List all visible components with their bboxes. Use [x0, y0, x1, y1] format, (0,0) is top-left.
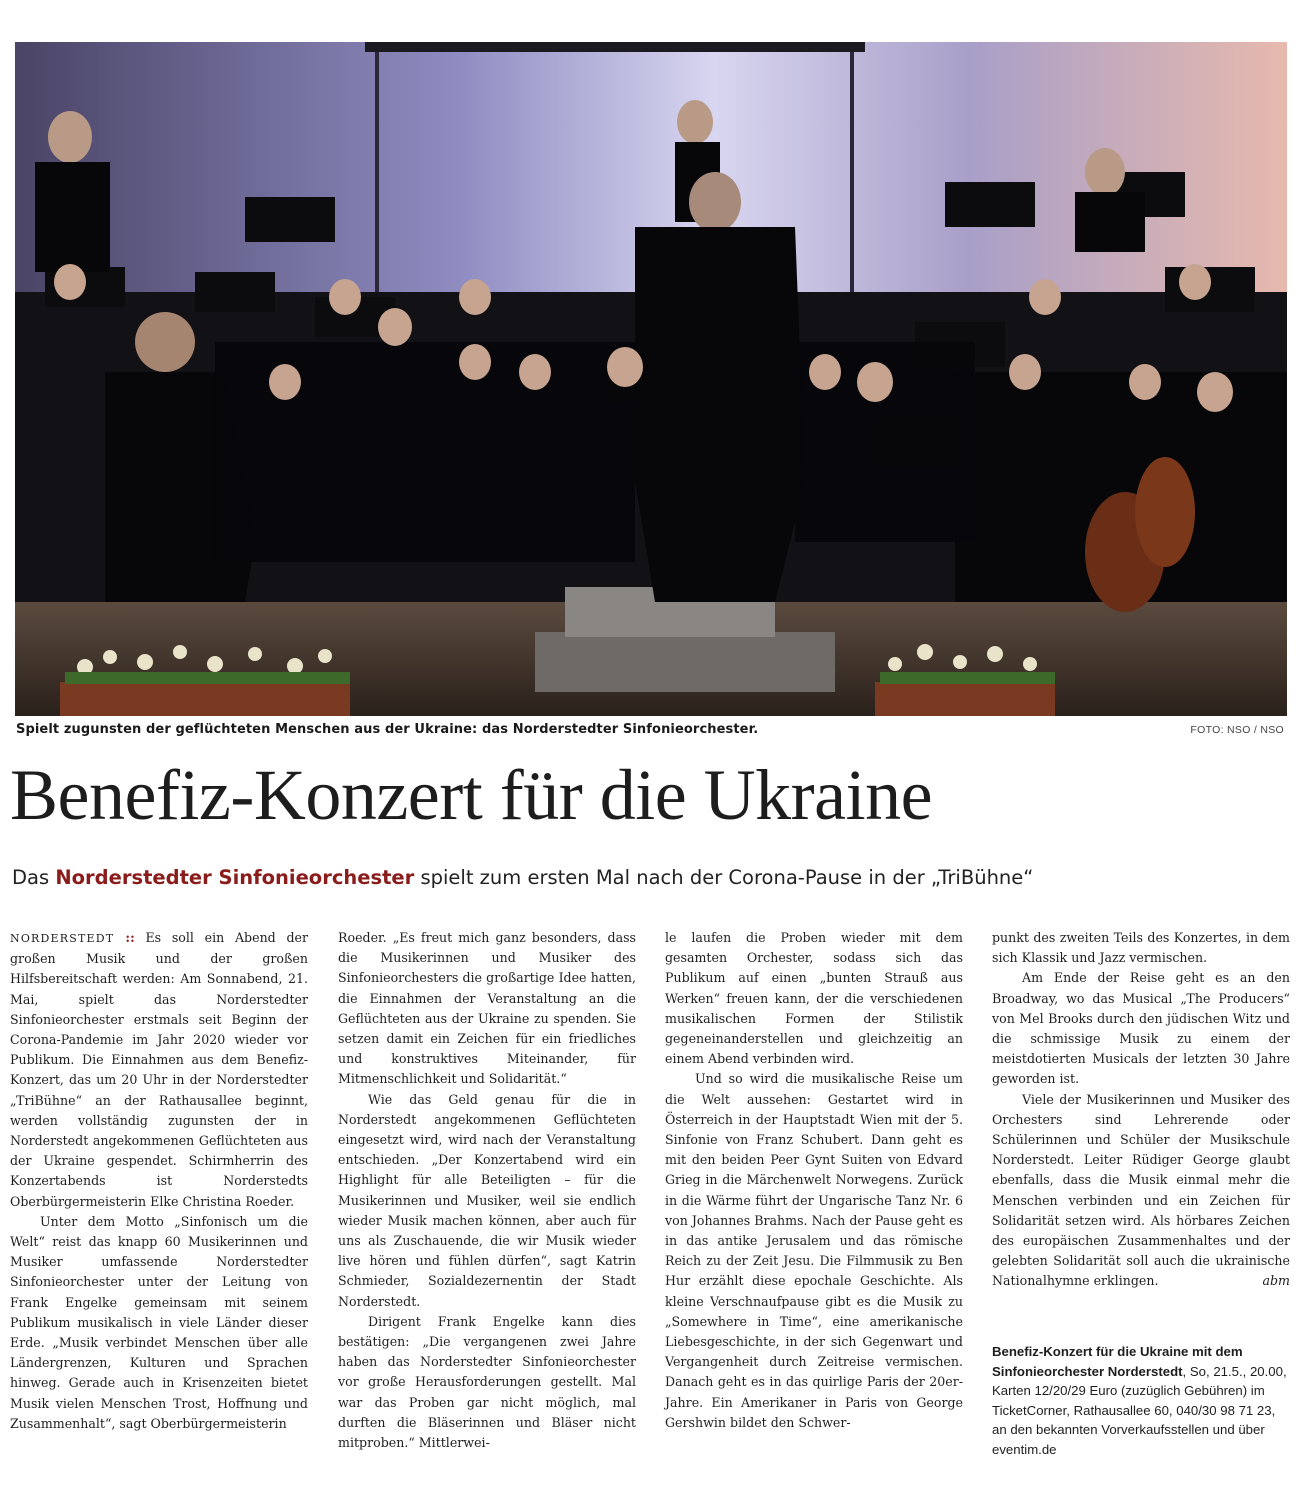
paragraph	[10, 928, 308, 1212]
paragraph: Und so wird die musikalische Reise um die Welt aussehen: Gestartet wird in Österreich in der Hauptstadt Wien mit der 5. Sinfonie von Franz Schubert. Dann geht es mit den beiden Peer Gynt Suiten von Edvard Grieg in die Märchenwelt Norwegens. Zurück in die Wärme führt der Ungarische Tanz Nr. 6 von Johannes Brahms. Nach der Pause geht es in das antike Jerusalem und das römische Reich zu der Zeit Jesu. Die Filmmusik zu Ben Hur erzählt diese epochale Geschichte. Als kleine Verschnaufpause gibt es die Musik zu „Somewhere in Time“, eine amerikanische Liebesgeschichte, in der sich Gegenwart und Vergangenheit durch Zeitreise vermischen. Danach geht es in das quirlige Paris der 20er-Jahre. Ein Amerikaner in Paris von George Gershwin bildet den Schwer-	[665, 1071, 963, 1430]
dateline: NORDERSTEDT	[10, 932, 115, 945]
paragraph-text: Es soll ein Abend der großen Musik und der großen Hilfsbereitschaft werden: Am Sonnabend, 21. Mai, spielt das Norderstedter Sinfonieorchester erstmals seit Beginn der Corona-Pandemie im Jahr 2020 wieder vor Publikum. Die Einnahmen aus dem Benefiz-Konzert, das um 20 Uhr in der Norderstedter „TriBühne“ an der Rathausallee beginnt, werden vollständig zugunsten der in Norderstedt angekommenen Geflüchteten aus der Ukraine gespendet. Schirmherrin des Konzertabends ist Norderstedts Oberbürgermeisterin Elke Christina Roeder.	[10, 930, 308, 1209]
orchestra-photo	[15, 42, 1287, 716]
paragraph: Am Ende der Reise geht es an den Broadway, wo das Musical „The Producers“ von Mel Brooks durch den jüdischen Witz und die schmissige Musik zu einem der meistdotierten Musicals der letzten 30 Jahre geworden ist.	[992, 970, 1290, 1087]
paragraph-text: Viele der Musikerinnen und Musiker des Orchesters sind Lehrerende oder Schülerinnen und Schüler der Musikschule Norderstedt. Leiter Rüdiger George glaubt ebenfalls, dass die Musik einmal mehr die Menschen verbinden und ein Zeichen für Solidarität setzen wird. Als hörbares Zeichen des europäischen Zusammenhaltes und der gelebten Solidarität soll auch die ukrainische Nationalhymne erklingen.	[992, 1091, 1290, 1289]
subheadline	[12, 866, 1292, 889]
event-infobox	[992, 1342, 1290, 1460]
dateline-separator: ::	[114, 930, 135, 945]
paragraph: Wie das Geld genau für die in Norderstedt angekommenen Geflüchteten eingesetzt wird, wird nach der Veranstaltung entschieden. „Der Konzertabend wird ein Highlight für alle Beteiligten – für die Musikerinnen und Musiker, weil sie endlich wieder Musik machen können, aber auch für uns als Zuschauende, die wir Musik wieder live hören und fühlen dürfen“, sagt Katrin Schmieder, Sozialdezernentin der Stadt Norderstedt.	[338, 1091, 636, 1309]
paragraph: Roeder. „Es freut mich ganz besonders, dass die Musikerinnen und Musiker des Sinfonieorchesters die großartige Idee hatten, die Einnahmen der Veranstaltung an die Geflüchteten aus der Ukraine zu spenden. Sie setzen damit ein Zeichen für ein friedliches und konstruktives Miteinander, für Mitmenschlichkeit und Solidarität.“	[338, 930, 636, 1087]
paragraph	[992, 1090, 1290, 1292]
subheadline-before: Das	[12, 866, 56, 889]
article-column-2	[338, 928, 636, 1453]
article-column-1	[10, 928, 308, 1434]
paragraph: Dirigent Frank Engelke kann dies bestätigen: „Die vergangenen zwei Jahre haben das Norderstedter Sinfonieorchester vor große Herausforderungen gestellt. Mal war das Proben gar nicht möglich, mal durften die Bläserinnen und Bläser nicht mitproben.“ Mittlerwei-	[338, 1313, 636, 1451]
paragraph: Unter dem Motto „Sinfonisch um die Welt“ reist das knapp 60 Musikerinnen und Musiker umfassende Norderstedter Sinfonieorchester unter der Leitung von Frank Engelke gemeinsam mit seinem Publikum musikalisch in viele Länder dieser Erde. „Musik verbindet Menschen über alle Ländergrenzen, Kulturen und Sprachen hinweg. Gerade auch in Krisenzeiten bietet Musik vielen Menschen Trost, Hoffnung und Zusammenhalt“, sagt Oberbürgermeisterin	[10, 1213, 308, 1431]
subheadline-after: spielt zum ersten Mal nach der Corona-Pause in der „TriBühne“	[414, 866, 1034, 889]
article-column-3	[665, 928, 963, 1433]
subheadline-highlight: Norderstedter Sinfonieorchester	[55, 866, 415, 889]
article-column-4	[992, 928, 1290, 1292]
author-signature: abm	[1262, 1273, 1290, 1289]
photo-credit: FOTO: NSO / NSO	[1190, 724, 1284, 736]
infobox-presale: an den bekannten Vorverkaufsstellen und über eventim.de	[992, 1422, 1265, 1457]
paragraph: le laufen die Proben wieder mit dem gesamten Orchester, sodass sich das Publikum auf einen „bunten Strauß aus Werken“ freuen kann, der die verschiedenen musikalischen Formen der Stilistik gegeneinanderstellen und gleichzeitig an einem Abend verbinden wird.	[665, 930, 963, 1067]
paragraph: punkt des zweiten Teils des Konzertes, in dem sich Klassik und Jazz vermischen.	[992, 930, 1290, 966]
photo-caption: Spielt zugunsten der geflüchteten Menschen aus der Ukraine: das Norderstedter Sinfonieorchester.	[16, 722, 759, 737]
infobox-details: , So, 21.5., 20.00, Karten 12/20/29 Euro (zuzüglich Gebühren) im TicketCorner, Rathausallee 60, 040/30 98 71 23,	[992, 1363, 1287, 1418]
infobox-title: Benefiz-Konzert für die Ukraine mit dem Sinfonieorchester Norderstedt	[992, 1344, 1243, 1379]
headline: Benefiz-Konzert für die Ukraine	[10, 755, 933, 835]
